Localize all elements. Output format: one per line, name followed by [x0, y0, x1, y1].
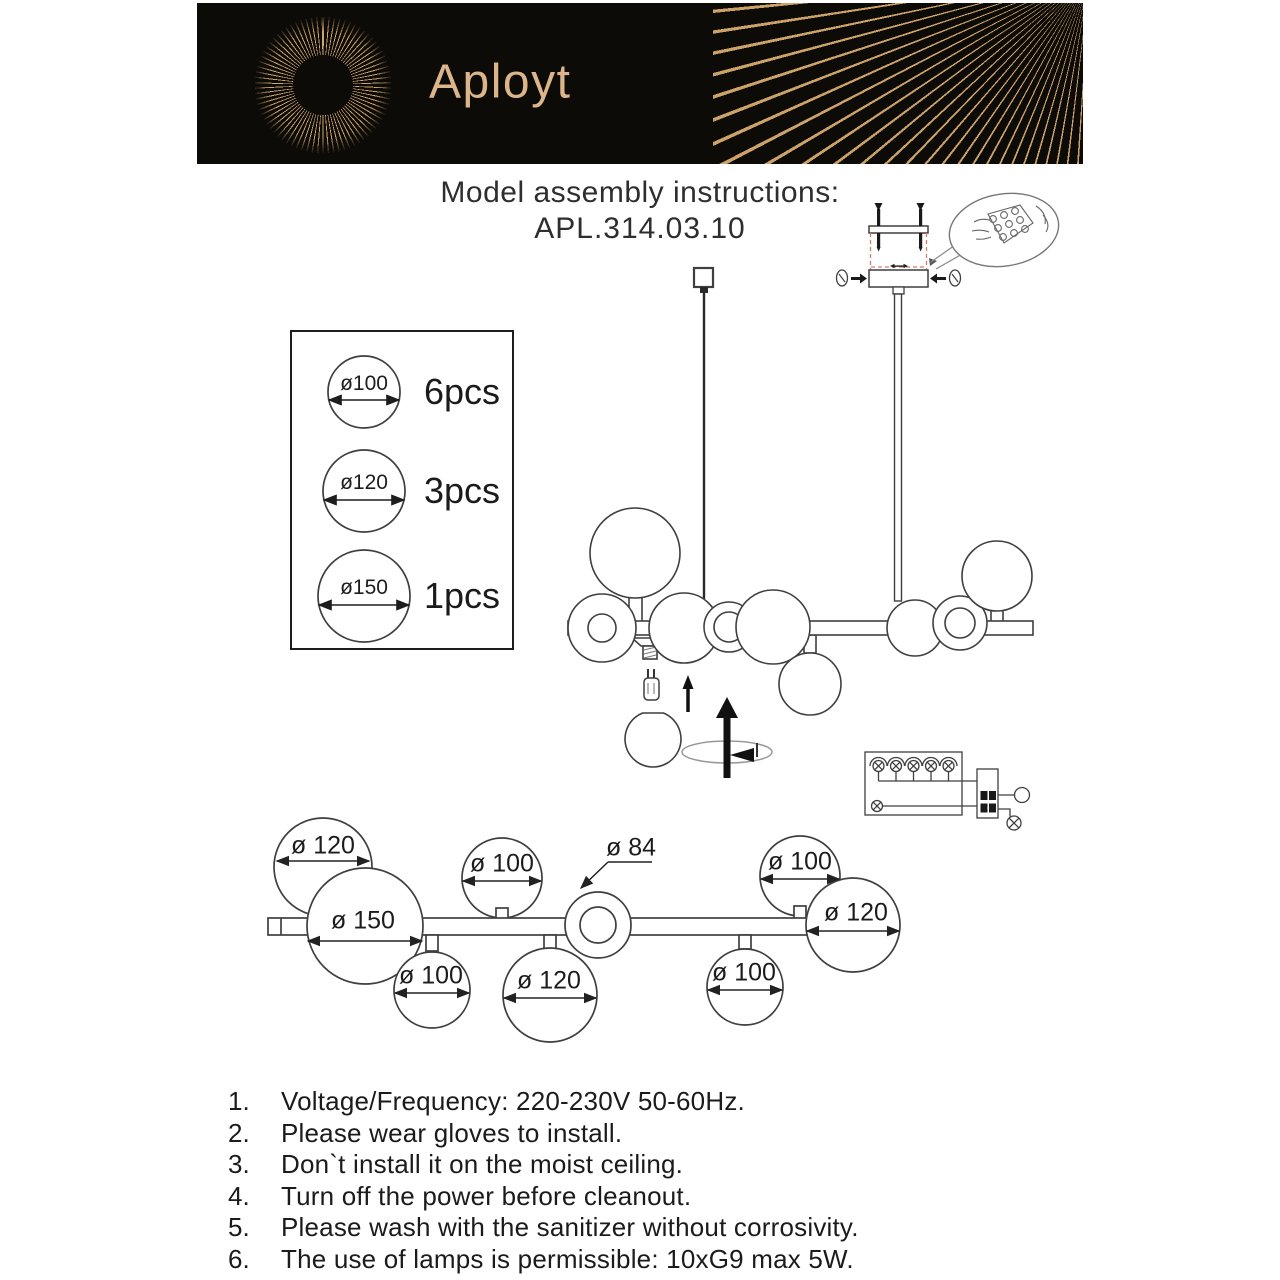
rotation-arrowhead — [730, 748, 754, 762]
instruction-text: The use of lamps is permissible: 10xG9 max 5W. — [281, 1243, 854, 1274]
dimension-diagram — [250, 810, 950, 1090]
instruction-item — [228, 1212, 1108, 1244]
sunburst-core — [293, 55, 353, 115]
instruction-item — [228, 1181, 1108, 1213]
page-title: Model assembly instructions: — [440, 176, 840, 209]
instruction-number: 2. — [228, 1117, 250, 1148]
ceiling-mount-detail — [837, 190, 1064, 294]
legend-count-label: 1pcs — [424, 575, 501, 616]
instruction-number: 6. — [228, 1243, 250, 1274]
dimension-label: ø 100 — [470, 849, 534, 878]
brand-name: Aployt — [429, 54, 572, 108]
instruction-text: Turn off the power before cleanout. — [281, 1180, 692, 1211]
suspension-rod-right — [895, 294, 902, 601]
corner-rays-icon — [713, 3, 1083, 164]
legend-count-label: 6pcs — [424, 371, 501, 412]
dimension-label: ø 120 — [291, 831, 355, 860]
instruction-number: 4. — [228, 1180, 250, 1211]
sunburst-logo-icon — [255, 17, 391, 153]
instruction-number: 5. — [228, 1212, 250, 1242]
dimension-label: ø 120 — [517, 966, 581, 995]
dimension-label: ø 120 — [824, 898, 888, 927]
dimension-label: ø 100 — [399, 961, 463, 990]
chandelier-side-view — [568, 508, 1033, 715]
glass-sphere-detail — [625, 713, 681, 767]
dimension-label: ø 150 — [331, 906, 395, 935]
parts-legend — [290, 330, 514, 650]
instruction-number: 3. — [228, 1149, 250, 1179]
legend-diameter-label: ø100 — [340, 372, 388, 395]
assembly-diagram — [520, 190, 1100, 850]
ceiling-attachment-square — [694, 268, 713, 287]
legend-diameter-label: ø120 — [340, 471, 388, 494]
instruction-text: Please wear gloves to install. — [281, 1117, 623, 1148]
brand-banner — [197, 3, 1083, 164]
dimension-label: ø 100 — [712, 958, 776, 987]
instruction-text: Don`t install it on the moist ceiling. — [281, 1149, 684, 1179]
instruction-list — [228, 1086, 1108, 1275]
instruction-item — [228, 1086, 1108, 1118]
instruction-item — [228, 1149, 1108, 1181]
instruction-item — [228, 1244, 1108, 1276]
up-arrow-large — [724, 716, 731, 778]
rod-connector — [700, 287, 708, 293]
legend-diameter-label: ø150 — [340, 576, 388, 599]
model-number: APL.314.03.10 — [534, 212, 746, 245]
instruction-number: 1. — [228, 1086, 250, 1116]
dimension-label: ø 100 — [768, 847, 832, 876]
instruction-text: Voltage/Frequency: 220-230V 50-60Hz. — [281, 1086, 745, 1116]
dimension-label: ø 84 — [605, 833, 657, 862]
instruction-item — [228, 1118, 1108, 1150]
legend-count-label: 3pcs — [424, 470, 501, 511]
instruction-text: Please wash with the sanitizer without corrosivity. — [281, 1212, 859, 1242]
bulb-insertion-detail — [625, 669, 772, 778]
terminal-callout — [929, 190, 1064, 274]
